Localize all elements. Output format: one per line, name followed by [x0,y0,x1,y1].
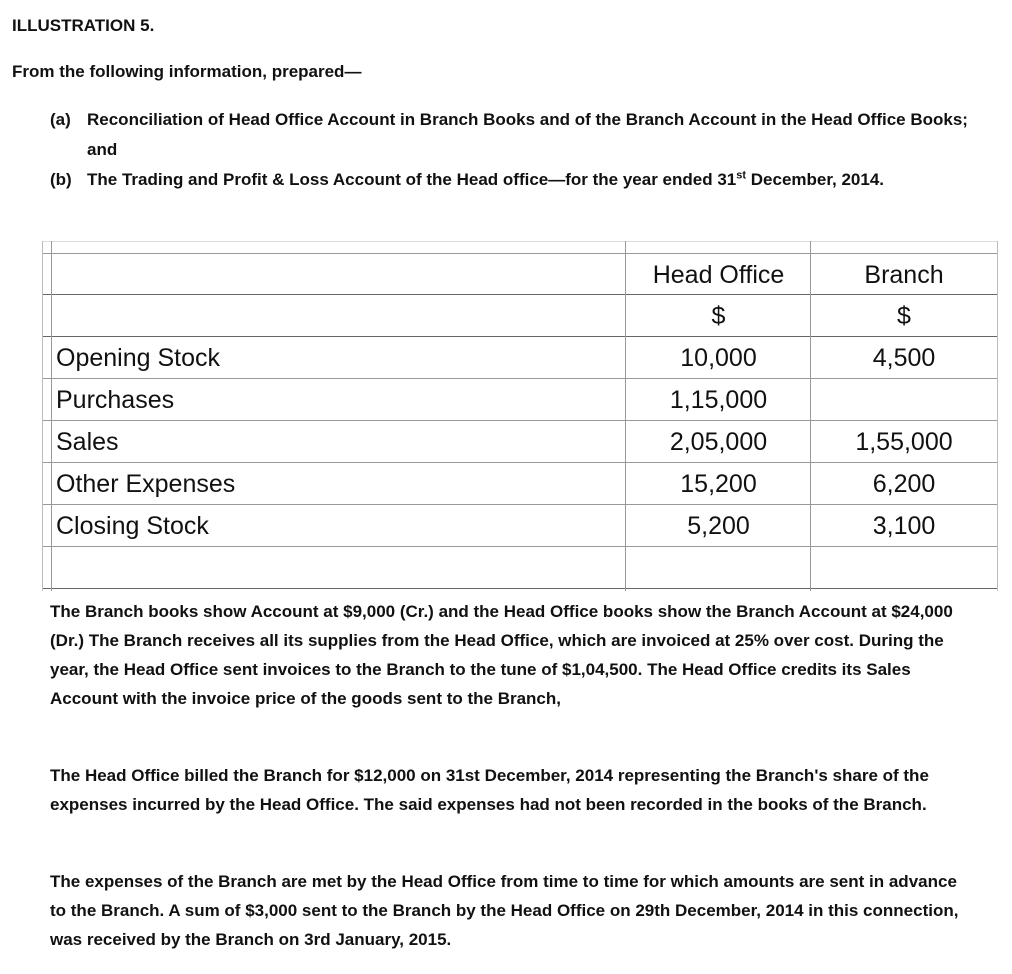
row-label-other-expenses: Other Expenses [56,470,236,498]
column-header-head-office: Head Office [652,261,785,289]
branch-other-expenses: 6,200 [872,470,936,498]
row-label-opening-stock: Opening Stock [56,344,220,372]
requirement-b-label: (b) [50,170,72,189]
row-label-sales: Sales [56,428,119,456]
head-office-closing-stock: 5,200 [687,512,750,540]
illustration-title: ILLUSTRATION 5. [12,16,155,35]
requirement-b-text: The Trading and Profit & Loss Account of the Head office—for the year ended 31st December, 2014. [87,169,885,189]
branch-opening-stock: 4,500 [872,344,936,372]
row-label-closing-stock: Closing Stock [56,512,209,540]
intro-text: From the following information, prepared— [12,62,362,81]
paragraph-cash-in-transit: The expenses of the Branch are met by the Head Office from time to time for which amounts are sent in advance to the Branch. A sum of $3,000 sent to the Branch by the Head Office on 29th December, 2014 in this connection, was received by the Branch on 3rd January, 2015. [50,872,959,949]
requirement-b [50,165,970,195]
requirement-a [50,105,970,165]
paragraph-account-balances: The Branch books show Account at $9,000 (Cr.) and the Head Office books show the Branch Account at $24,000 (Dr.) The Branch receives all its supplies from the Head Office, which are invoiced at 25% over cost. During the year, the Head Office sent invoices to the Branch to the tune of $1,04,500. The Head Office credits its Sales Account with the invoice price of the goods sent to the Branch, [50,602,953,708]
head-office-purchases: 1,15,000 [669,386,768,414]
requirement-a-text: Reconciliation of Head Office Account in Branch Books and of the Branch Account in the Head Office Books; and [87,110,968,159]
row-label-purchases: Purchases [56,386,175,414]
currency-branch: $ [897,302,911,330]
branch-closing-stock: 3,100 [872,512,936,540]
column-header-branch: Branch [864,261,944,289]
data-table [42,241,998,591]
ordinal-suffix: st [736,169,747,182]
head-office-sales: 2,05,000 [669,428,768,456]
requirement-a-label: (a) [50,110,71,129]
currency-head-office: $ [711,302,726,330]
branch-sales: 1,55,000 [855,428,953,456]
paragraph-expenses-billed: The Head Office billed the Branch for $12,000 on 31st December, 2014 representing the Branch's share of the expenses incurred by the Head Office. The said expenses had not been recorded in the books of the Branch. [50,766,929,814]
head-office-other-expenses: 15,200 [680,470,757,498]
head-office-opening-stock: 10,000 [680,344,757,372]
